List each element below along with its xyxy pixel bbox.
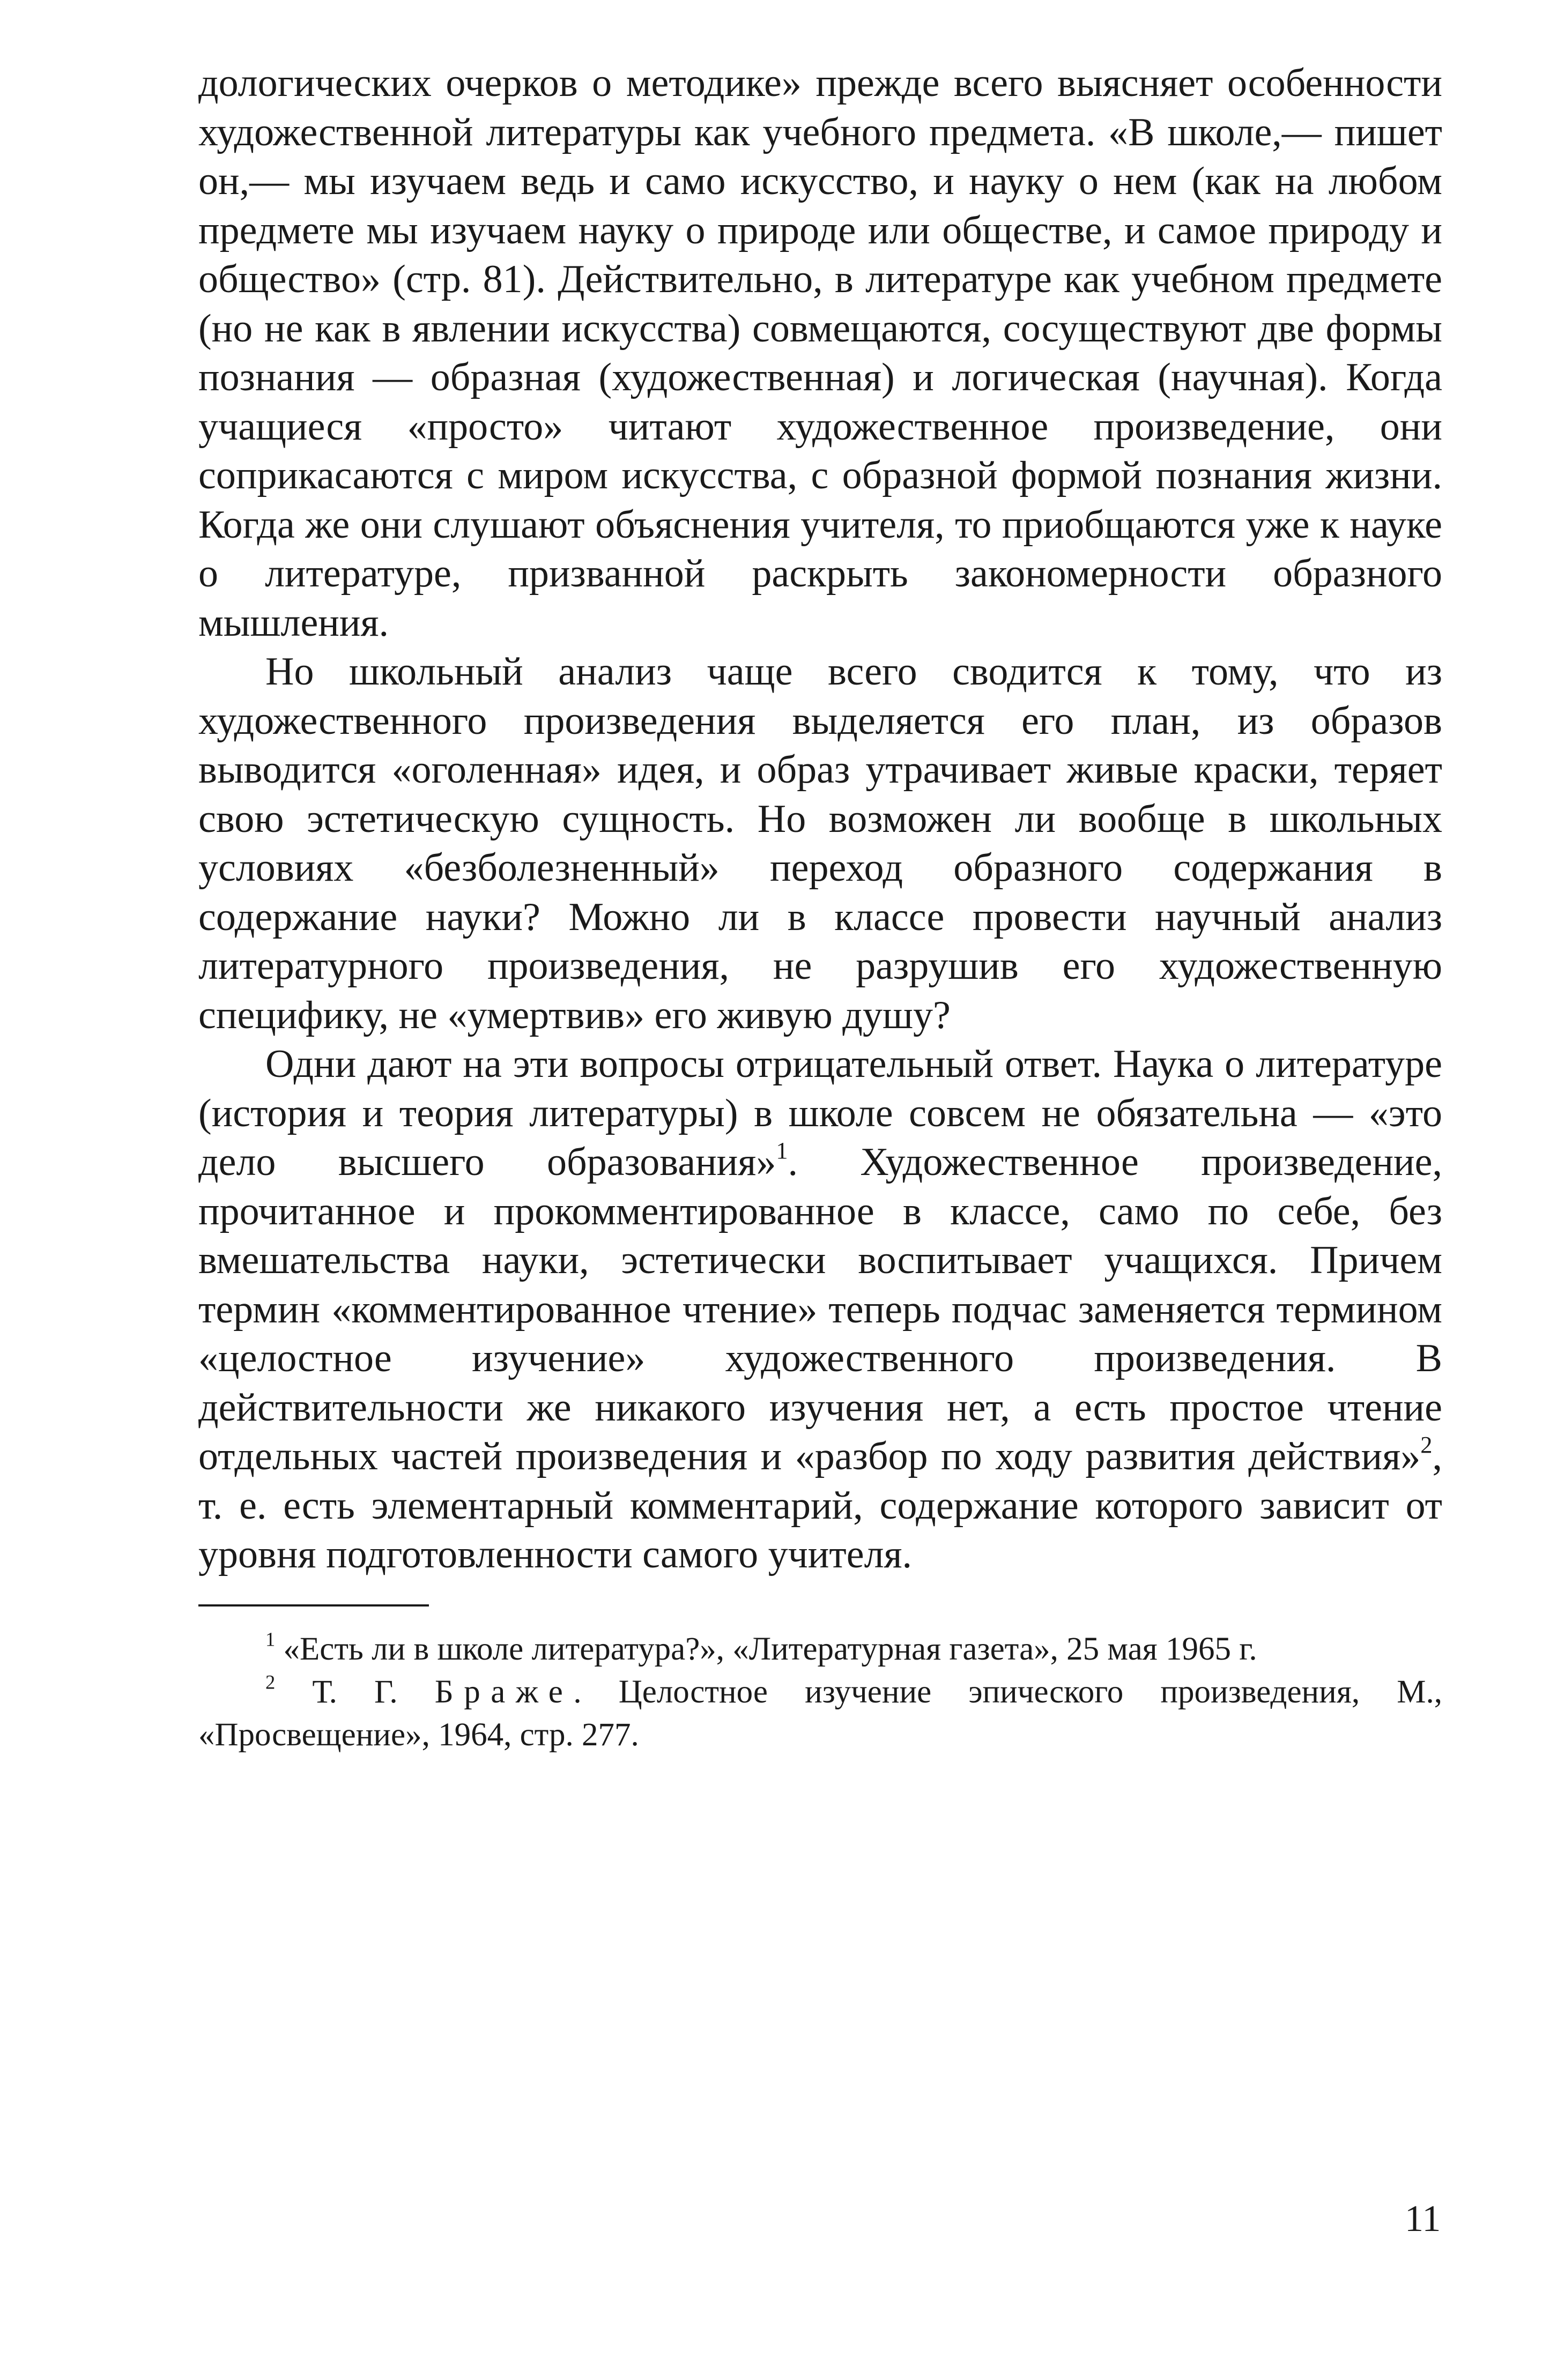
- text-run: , т. е. есть элементарный комментарий, содержание которого зависит от уровня подготовленности самого учителя.: [198, 1434, 1442, 1576]
- text-run: Одни дают на эти вопросы отрицательный ответ. Наука о литературе (история и теория литературы) в школе совсем не обязательна — «это дело высшего образования»: [198, 1042, 1442, 1184]
- footnote-2: [198, 1671, 1442, 1757]
- text-run: . Художественное произведение, прочитанное и прокомментированное в классе, само по себе, без вмешательства науки, эстетически воспитывает учащихся. Причем термин «комментированное чтение» теперь подчас заменяется термином «целостное изучение» художественного произведения. В действительности же никакого изучения нет, а есть простое чтение отдельных частей произведения и «разбор по ходу развития действия»: [198, 1140, 1443, 1478]
- text-run: Но школьный анализ чаще всего сводится к тому, что из художественного произведения выделяется его план, из образов выводится «оголенная» идея, и образ утрачивает живые краски, теряет свою эстетическую сущность. Но возможен ли вообще в школьных условиях «безболезненный» переход образного содержания в содержание науки? Можно ли в классе провести научный анализ литературного произведения, не разрушив его художественную специфику, не «умертвив» его живую душу?: [198, 650, 1442, 1037]
- paragraph-1: [198, 59, 1442, 648]
- footnote-reference: 2: [1420, 1431, 1433, 1458]
- page-number: 11: [1405, 2198, 1441, 2240]
- footnote-marker: 1: [265, 1627, 276, 1650]
- text-run: Т. Г.: [275, 1674, 435, 1710]
- author-name: Браже: [434, 1674, 574, 1710]
- footnote-reference: 1: [776, 1136, 788, 1164]
- text-run: . Целостное изучение эпического произведения, М., «Просвещение», 1964, стр. 277.: [198, 1674, 1442, 1753]
- footnote-separator: [198, 1604, 429, 1606]
- paragraph-2: [198, 648, 1442, 1040]
- footnote-1: [198, 1628, 1442, 1671]
- text-run: дологических очерков о методике» прежде всего выясняет особенности художественной литературы как учебного предмета. «В школе,— пишет он,— мы изучаем ведь и само искусство, и науку о нем (как на любом предмете мы изучаем науку о природе или обществе, и самое природу и общество» (стр. 81). Действительно, в литературе как учебном предмете (но не как в явлении искусства) совмещаются, сосуществуют две формы познания — образная (художественная) и логическая (научная). Когда учащиеся «просто» читают художественное произведение, они соприкасаются с миром искусства, с образной формой познания жизни. Когда же они слушают объяснения учителя, то приобщаются уже к науке о литературе, призванной раскрыть закономерности образного мышления.: [198, 61, 1442, 645]
- paragraph-3: [198, 1040, 1442, 1580]
- footnote-marker: 2: [265, 1670, 276, 1693]
- book-page: [198, 59, 1442, 1757]
- text-run: «Есть ли в школе литература?», «Литературная газета», 25 мая 1965 г.: [275, 1631, 1257, 1667]
